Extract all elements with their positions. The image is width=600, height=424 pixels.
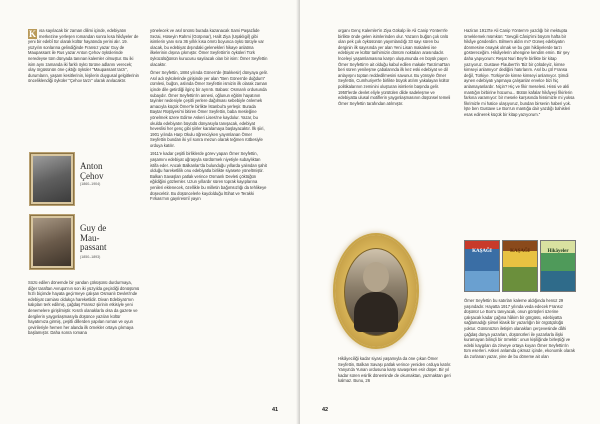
portrait-name-chekhov: Anton Çehov bbox=[80, 161, 104, 181]
book-cover-title: KAŞAĞI bbox=[472, 249, 492, 254]
right-column-1 bbox=[338, 28, 452, 109]
portrait-chekhov bbox=[33, 156, 71, 202]
book-cover-title: Hikâyeler bbox=[547, 249, 569, 254]
portrait-frame-maupassant bbox=[29, 214, 75, 270]
left-column-1 bbox=[28, 28, 140, 87]
portrait-years-maupassant: (1850–1893) bbox=[80, 255, 101, 259]
paragraph: organı Genç Kalemler'in Ziya Gökalp ile Ali Canip Yöntem'le birlikte önde gelen isimlerinden olur. Yazarın buğün çok ünlü olan pek çok öyküsünün yayımlandığı 33 sayı süren bu derginin ilk sayısında yer alan Yeni Lisan makalesi ise edebiyat ve kültür tarihimizin dönüm noktaları arasındadır. İnceleyi yaşamlamasına karşın oluşumunda en büyük payın Ömer Seyfettin'e ait olduğu kabul edilen makale Tanzimat'tan beri süren yenileşme çabalarında ilk kez eski edebiyat ve dil anlayışını toptan reddedilmesini savunur. Bu yönüyle Ömer Seyfettin, Cumhuriyet'le birlikte büyük atılım yakalayan kültür politikalarının zeminini oluşturan isimlerin başında gelir. 1950'lerde devlet eliyle yürütülen dilde sadeleşme ve edebiyatta ulusal motiflerin yaygınlaşmasının düşünsel temeli Ömer Seyfettin tarafından atılmıştır. bbox=[338, 28, 451, 106]
left-column-2 bbox=[150, 28, 268, 205]
portrait-years-chekhov: (1860–1904) bbox=[80, 182, 101, 186]
paragraph: Sözü edilen dönemde bir yandan çöküşünü durdurmaya, diğer taraftan Avrupa'nın son iki yüzyılda geçirdiği dönüşümü hızlı biçimde hayata geçirmeye çalışan Osmanlı Devleti'nde edebiyat camiası oldukça hareketlidir. Divan Edebiyatı'nın kalıpları terk edilmiş, çağdaş Fransız şiirinin etkisiyle yeni denemelere girişilmiştir. Kısıtlı olanaklarla olsa da gazete ve dergilerin yaygınlaşmasıyla düşünce yazıları kültür hayatımıza girmiş, çeşitli dillerden yapılan roman ve oyun çevirileriyle hemen her alanda ilk örnekler ortaya çıkmaya başlamıştır. Daha sonra romana bbox=[28, 280, 140, 336]
book-cover-1 bbox=[464, 240, 500, 292]
right-column-2-lower bbox=[464, 298, 576, 363]
drop-cap: K bbox=[28, 29, 36, 39]
book-cover-2 bbox=[502, 240, 538, 292]
paragraph: yönelecek ve asıl ününü burada kazanacak Sami Paşazâde Sezai, Hüseyin Rahmi (Gürpınar), Halit Ziya (Uşaklıgil) gibi isimlerin yanı sıra 36 yıllık kısa ömrü boyunca öykü türüyle var olacak, bu edebiyat dışındaki gelenekleri hikaye anlatma ilkelerinin dışına çıkmıştır. Ömer Seyfettin'in öyküleri Türk öykücülüğünün kurucusu sayılacak olan bir isim: Ömer Seyfettin olacaktır. bbox=[150, 28, 268, 67]
paragraph: Ömer Seyfettin, 1884 yılında Gönen'de (Balıkesir) dünyaya gelir. Asıl adı öykülerinde girişinde yer alan "Ben Gönen'de doğdum" cümlesi, buğün, aslında Ömer Seyfettin ismizin ilk olarak zaman içinde dile getirdiği ilginç bir ayrıntı. Babası: Osmanlı ordusunda subaydır. Ömer Seyfettin'in annesi, oğlunun eğitim hayatının tayinler nedeniyle çeşitli yerlere dağılması sebebiyle önlemek amacıyla küçük Ömer'le birlikte İstanbul'a yerleşir. Burada Baytar Rüştiyesi'ni bitiren Ömer Seyfettin, baba mesleğine yönelmek üzere Edirne Askeri Lisesi'ne kaydolur. Yazar, bu okulda edebiyatın büyüdü dünyasıyla tanışacak, edebiyat heveslisi her genç gibi şiirler karalamaya başlayacaktır. İlk şiiri, 1901 yılında Harp Okulu öğrenciyken yayımlanan Ömer Seyfettin bundan iki yıl sonra mezun olarak teğmen rütbesiyle orduya katılır. bbox=[150, 70, 268, 148]
portrait-name-maupassant: Guy de Mau- passant bbox=[80, 223, 107, 252]
right-column-2 bbox=[464, 28, 576, 121]
portrait-frame-chekhov bbox=[29, 152, 75, 206]
portrait-maupassant bbox=[33, 218, 71, 266]
page-number-left: 41 bbox=[272, 407, 279, 413]
intro-paragraph bbox=[28, 28, 140, 84]
book-cover-title: KAŞAĞI bbox=[510, 249, 530, 254]
page-number-right: 42 bbox=[322, 407, 329, 413]
right-page bbox=[300, 0, 600, 424]
left-column-1-lower bbox=[28, 280, 140, 339]
portrait-uniform bbox=[354, 292, 398, 332]
right-column-1-lower bbox=[338, 356, 452, 387]
paragraph: Hikâyeciliği kadar siyasi yaşamıyla da öne çıkan Ömer Seyfettin, Balkan Savaşı patlak verince yeniden orduya katılır. Yanya'da Yunan ordusuna karşı savaşırken esir düşer. Bir yıl kadar süren esirlik döneminde de okumaktan, yazmaktan geri kalmaz. Bunu, 26 bbox=[338, 356, 452, 384]
paragraph: 1911'e kadar çeşitli birliklerde görev yapan Ömer Seyfettin, yaşamını edebiyat uğraşıyla sürdürmek niyetiyle subaylıktan istifa eder. Ancak Balkanlar'da bulunduğu yıllarda yalından şahit olduğu hareketlilik onu edebiyatla birlikte siyasete yöneltmiştir. Balkan Savaşları patlak verince Osmanlı Devleti çöktüğün eğildiğini gözlemler. Uzun yıllardır süren toprak kayıplarına yenileri eklenecek, özellikle bu milletin bağımsızlığı da tehlikeye düşecektir. Bu düşüncelerle kaydolduğu İttihat ve Terakki Fırkası'nın gayriresmî yayın bbox=[150, 151, 267, 202]
paragraph: Haziran 1913'te Ali Canip Yöntem'e yazdığı bir mektupta örneklemek mümkün: "Sevgili Cânip'imi büyüm hafta bir hikâye gönderdim. Bilmem aldın mı? Güneş edebiyatın dönmesine önayak olmak ve bu gün hikâyelerde tarzı göstereceğim. Hikâyelerin ahengine kendim emin. Bir şey daha yapıyorum: Reşat Nuri Bey'le birlikte bir kitap yazıyoruz. Gustave Flaubert'in 'Biz bir çölüdeyiz, kimse kimseyi anlamıyor' dediğini hatırlarım. Asıl bu çöl Fransa değil, Türkiye. Türkiye'de kimse kimseyi anlamıyor. Şimdi aynen edebiyatı yapmaya çalışanlar ervelce bizi hiç anlamayanlardır. Niçin? Hiç ve fikir meselesi. Hissi ve akli mantığın birbirine hücumu... Bütün kafalar hikâyeyi fikirlerin farkına varamıyor: bir mesele karşısında hissimizle mi yoksa fikrimizle mi hatice ulaşıyoruz, bundan birsenin haberi yok. İşte ben Gustave Le Bon'un mantığa dair yazdığı bahisleri esas edinerek küçük bir kitap yazıyorum." bbox=[464, 28, 575, 117]
portrait-head bbox=[363, 262, 389, 292]
paragraph: Ömer Seyfettin bu satırları kaleme aldığında henüz 29 yaşındadır. Hayatta 1917 yılında veda edecek Fransız düşünür Le Bon'u tanıyacak, onun görüşleri üzerine çalışacak kadar çağına hâkim bir görgüsü, edebiyatta sağlamadığı şiirsel klasik bir yazarlığın bir örgütçülüğü yoktur. Gününüzün iletişim olanakları çerçevesinde dâhi çağdaş dünya yazarları, düşünürleri ile yazarlarla ilişki kuramayan bilinçli bir örnektir: onun kişiliğinde birleştiği ve edebi kaygıları da zirveye ortaya koyan Ömer Seyfettin'in tüm eserleri. Askeri anlamda çıkmaz içinde, ekonomik olarak da zorlanan yazar, yine de bu döneme ait olan bbox=[464, 298, 575, 359]
intro-text: ısa sayılacak bir zaman dilimi içinde, edebiyatın merkezine yerleşen romandan sonra kısa hikâyeler de yeni bir edebî tür olarak kültür hayatında yerini alır. 19. yüzyılın sonlarına gelindiğinde Fransız yazar Guy de Maupassant ile Rus yazar Anton Çehov öykülerinde neredeyse tüm dünyada tanınan kalemler olmuştur. Bu iki isim aynı zamanda iki farklı öykü türüne adlarını verecek; olay örgüsünün öne çıktığı öyküler "Maupassant tarzı", durumların, yaşam kesitlerinin, kişilerin duygusal gelgitlerinin önceliklendiği öyküler "Çehov tarzı" olarak anılacaktır. bbox=[28, 28, 139, 84]
book-cover-3 bbox=[540, 240, 576, 292]
